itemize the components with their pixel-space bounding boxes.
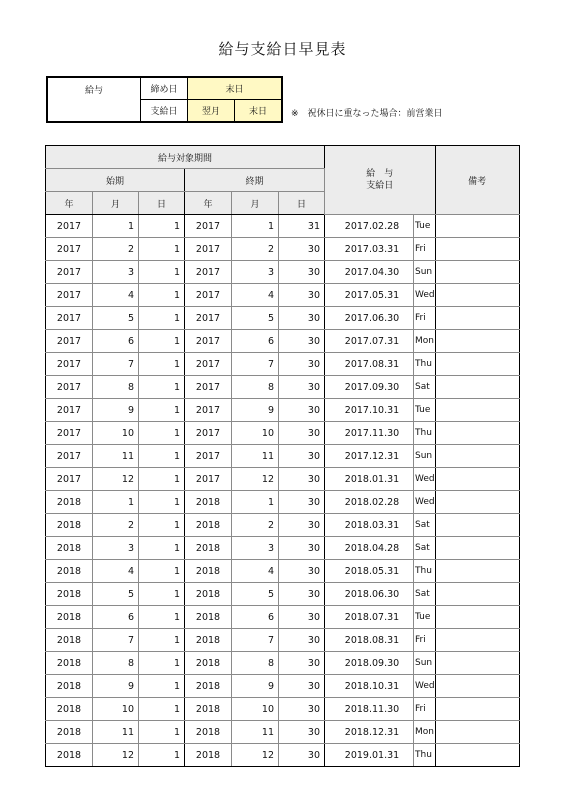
remarks-header: 備考: [435, 146, 519, 215]
payday-weekday-cell: Sun: [414, 261, 436, 284]
start-day-cell: 1: [139, 583, 185, 606]
remarks-cell[interactable]: [435, 330, 519, 353]
end-year-cell: 2017: [185, 422, 232, 445]
payday-date-cell: 2018.10.31: [325, 675, 414, 698]
end-month-cell: 4: [232, 284, 279, 307]
start-year-cell: 2017: [46, 215, 93, 238]
end-day-cell: 30: [279, 353, 325, 376]
end-year-cell: 2018: [185, 721, 232, 744]
end-day-cell: 30: [279, 445, 325, 468]
end-month-cell: 11: [232, 445, 279, 468]
end-day-cell: 30: [279, 399, 325, 422]
end-year-cell: 2018: [185, 491, 232, 514]
payday-weekday-cell: Fri: [414, 629, 436, 652]
end-month-cell: 5: [232, 307, 279, 330]
start-day-cell: 1: [139, 238, 185, 261]
payday-date-cell: 2017.07.31: [325, 330, 414, 353]
payday-weekday-cell: Fri: [414, 698, 436, 721]
start-day-cell: 1: [139, 330, 185, 353]
payday-date-cell: 2018.06.30: [325, 583, 414, 606]
start-year-cell: 2018: [46, 652, 93, 675]
settings-table: [46, 76, 283, 123]
end-day-cell: 30: [279, 261, 325, 284]
remarks-cell[interactable]: [435, 284, 519, 307]
end-month-cell: 12: [232, 468, 279, 491]
end-year-cell: 2018: [185, 537, 232, 560]
end-year-cell: 2017: [185, 445, 232, 468]
start-month-cell: 10: [93, 698, 139, 721]
remarks-cell[interactable]: [435, 698, 519, 721]
start-month-cell: 8: [93, 652, 139, 675]
remarks-cell[interactable]: [435, 307, 519, 330]
start-month-cell: 6: [93, 330, 139, 353]
table-row: [46, 675, 520, 698]
payday-date-cell: 2018.11.30: [325, 698, 414, 721]
payday-date-cell: 2018.12.31: [325, 721, 414, 744]
payday-date-cell: 2019.01.31: [325, 744, 414, 767]
payday-weekday-cell: Thu: [414, 744, 436, 767]
end-year-cell: 2018: [185, 583, 232, 606]
remarks-cell[interactable]: [435, 560, 519, 583]
remarks-cell[interactable]: [435, 261, 519, 284]
start-year-cell: 2018: [46, 491, 93, 514]
end-month-cell: 2: [232, 514, 279, 537]
payday-weekday-cell: Tue: [414, 215, 436, 238]
table-row: [46, 537, 520, 560]
end-day-cell: 31: [279, 215, 325, 238]
end-header: 終期: [185, 169, 325, 192]
payday-header: 給 与 支給日: [325, 146, 436, 215]
table-row: [46, 652, 520, 675]
end-day-cell: 30: [279, 376, 325, 399]
start-year-cell: 2017: [46, 330, 93, 353]
payday-day[interactable]: 末日: [235, 100, 283, 123]
remarks-cell[interactable]: [435, 537, 519, 560]
payday-date-cell: 2017.06.30: [325, 307, 414, 330]
start-day-cell: 1: [139, 606, 185, 629]
end-month-cell: 4: [232, 560, 279, 583]
start-day-cell: 1: [139, 468, 185, 491]
end-day-cell: 30: [279, 422, 325, 445]
remarks-cell[interactable]: [435, 238, 519, 261]
end-year-cell: 2018: [185, 560, 232, 583]
start-month-cell: 10: [93, 422, 139, 445]
end-year-cell: 2017: [185, 399, 232, 422]
table-row: [46, 583, 520, 606]
start-month-cell: 3: [93, 537, 139, 560]
remarks-cell[interactable]: [435, 514, 519, 537]
start-day-cell: 1: [139, 698, 185, 721]
end-month-cell: 10: [232, 698, 279, 721]
end-month-cell: 2: [232, 238, 279, 261]
end-year-cell: 2017: [185, 215, 232, 238]
payday-weekday-cell: Wed: [414, 491, 436, 514]
start-month-cell: 5: [93, 583, 139, 606]
table-row: [46, 698, 520, 721]
start-year-cell: 2017: [46, 261, 93, 284]
start-day-cell: 1: [139, 537, 185, 560]
end-year-cell: 2017: [185, 238, 232, 261]
payday-weekday-cell: Thu: [414, 353, 436, 376]
payday-weekday-cell: Mon: [414, 721, 436, 744]
table-row: [46, 376, 520, 399]
start-day-cell: 1: [139, 721, 185, 744]
end-day-cell: 30: [279, 583, 325, 606]
start-day-cell: 1: [139, 376, 185, 399]
end-month-cell: 12: [232, 744, 279, 767]
payday-weekday-cell: Tue: [414, 399, 436, 422]
start-year-cell: 2017: [46, 307, 93, 330]
remarks-cell[interactable]: [435, 422, 519, 445]
payday-date-cell: 2017.09.30: [325, 376, 414, 399]
table-row: [46, 606, 520, 629]
end-day-cell: 30: [279, 675, 325, 698]
end-day-cell: 30: [279, 238, 325, 261]
end-month-cell: 3: [232, 537, 279, 560]
payday-weekday-cell: Sun: [414, 652, 436, 675]
table-row: [46, 744, 520, 767]
payday-date-cell: 2018.08.31: [325, 629, 414, 652]
end-month-cell: 1: [232, 491, 279, 514]
end-day-cell: 30: [279, 284, 325, 307]
start-year-cell: 2018: [46, 537, 93, 560]
end-month-cell: 9: [232, 399, 279, 422]
table-row: [46, 445, 520, 468]
start-month-cell: 4: [93, 284, 139, 307]
start-month-cell: 12: [93, 744, 139, 767]
end-month-cell: 7: [232, 353, 279, 376]
end-year-cell: 2017: [185, 330, 232, 353]
payday-weekday-cell: Wed: [414, 468, 436, 491]
end-month-cell: 6: [232, 606, 279, 629]
start-year-cell: 2018: [46, 721, 93, 744]
page-title: 給与支給日早見表: [218, 40, 347, 58]
end-year-cell: 2018: [185, 606, 232, 629]
start-month-cell: 5: [93, 307, 139, 330]
start-year-cell: 2017: [46, 445, 93, 468]
payday-date-cell: 2017.03.31: [325, 238, 414, 261]
table-row: [46, 514, 520, 537]
start-year-cell: 2018: [46, 606, 93, 629]
start-day-cell: 1: [139, 744, 185, 767]
payday-weekday-cell: Fri: [414, 307, 436, 330]
end-month-cell: 11: [232, 721, 279, 744]
payday-date-cell: 2017.02.28: [325, 215, 414, 238]
end-month-cell: 8: [232, 376, 279, 399]
table-row: [46, 215, 520, 238]
end-year-cell: 2017: [185, 307, 232, 330]
end-year-cell: 2018: [185, 698, 232, 721]
payday-month[interactable]: 翌月: [188, 100, 235, 123]
start-month-cell: 11: [93, 445, 139, 468]
remarks-cell[interactable]: [435, 468, 519, 491]
payday-weekday-cell: Sat: [414, 376, 436, 399]
table-row: [46, 560, 520, 583]
start-month-cell: 9: [93, 675, 139, 698]
period-header: 給与対象期間: [46, 146, 325, 169]
start-day-cell: 1: [139, 261, 185, 284]
salary-label: 給与: [47, 77, 141, 122]
end-day-cell: 30: [279, 468, 325, 491]
payday-date-cell: 2018.07.31: [325, 606, 414, 629]
table-row: [46, 238, 520, 261]
payday-date-cell: 2018.02.28: [325, 491, 414, 514]
payday-weekday-cell: Thu: [414, 560, 436, 583]
payday-date-cell: 2018.05.31: [325, 560, 414, 583]
remarks-cell[interactable]: [435, 583, 519, 606]
start-year-cell: 2018: [46, 698, 93, 721]
start-month-cell: 11: [93, 721, 139, 744]
payday-date-cell: 2018.09.30: [325, 652, 414, 675]
start-day-cell: 1: [139, 652, 185, 675]
end-day-cell: 30: [279, 514, 325, 537]
remarks-cell[interactable]: [435, 629, 519, 652]
start-day-cell: 1: [139, 422, 185, 445]
end-year-cell: 2018: [185, 514, 232, 537]
end-month-cell: 10: [232, 422, 279, 445]
payday-weekday-cell: Sat: [414, 514, 436, 537]
remarks-cell[interactable]: [435, 376, 519, 399]
end-day-cell: 30: [279, 537, 325, 560]
start-month-cell: 6: [93, 606, 139, 629]
end-month-cell: 5: [232, 583, 279, 606]
start-day-cell: 1: [139, 560, 185, 583]
end-day-cell: 30: [279, 698, 325, 721]
end-year-cell: 2018: [185, 675, 232, 698]
end-year-cell: 2018: [185, 652, 232, 675]
end-year-cell: 2017: [185, 353, 232, 376]
start-month-cell: 3: [93, 261, 139, 284]
payday-date-cell: 2017.12.31: [325, 445, 414, 468]
start-year-cell: 2017: [46, 468, 93, 491]
table-row: [46, 629, 520, 652]
table-row: [46, 284, 520, 307]
start-month-cell: 7: [93, 629, 139, 652]
start-month-header: 月: [93, 192, 139, 215]
table-row: [46, 422, 520, 445]
remarks-cell[interactable]: [435, 399, 519, 422]
start-year-cell: 2018: [46, 675, 93, 698]
start-month-cell: 2: [93, 514, 139, 537]
table-row: [46, 307, 520, 330]
payday-weekday-cell: Sat: [414, 583, 436, 606]
start-day-cell: 1: [139, 353, 185, 376]
start-month-cell: 12: [93, 468, 139, 491]
end-day-cell: 30: [279, 307, 325, 330]
start-day-cell: 1: [139, 399, 185, 422]
end-day-cell: 30: [279, 491, 325, 514]
start-day-cell: 1: [139, 307, 185, 330]
remarks-cell[interactable]: [435, 215, 519, 238]
start-month-cell: 2: [93, 238, 139, 261]
payday-date-cell: 2018.01.31: [325, 468, 414, 491]
start-year-cell: 2017: [46, 238, 93, 261]
end-day-cell: 30: [279, 330, 325, 353]
end-day-cell: 30: [279, 744, 325, 767]
payday-date-cell: 2018.03.31: [325, 514, 414, 537]
start-year-cell: 2017: [46, 353, 93, 376]
end-month-cell: 8: [232, 652, 279, 675]
end-year-cell: 2018: [185, 744, 232, 767]
start-day-cell: 1: [139, 514, 185, 537]
table-row: [46, 468, 520, 491]
start-year-cell: 2017: [46, 399, 93, 422]
start-month-cell: 8: [93, 376, 139, 399]
end-day-header: 日: [279, 192, 325, 215]
start-day-cell: 1: [139, 491, 185, 514]
start-year-cell: 2017: [46, 376, 93, 399]
payday-label: 支給日: [141, 100, 188, 123]
remarks-cell[interactable]: [435, 652, 519, 675]
table-row: [46, 491, 520, 514]
start-day-cell: 1: [139, 284, 185, 307]
start-year-cell: 2017: [46, 284, 93, 307]
table-row: [46, 399, 520, 422]
remarks-cell[interactable]: [435, 744, 519, 767]
payday-weekday-cell: Sun: [414, 445, 436, 468]
start-day-header: 日: [139, 192, 185, 215]
end-month-cell: 1: [232, 215, 279, 238]
start-month-cell: 1: [93, 491, 139, 514]
end-day-cell: 30: [279, 560, 325, 583]
end-month-cell: 7: [232, 629, 279, 652]
remarks-cell[interactable]: [435, 445, 519, 468]
end-day-cell: 30: [279, 721, 325, 744]
end-day-cell: 30: [279, 652, 325, 675]
end-month-header: 月: [232, 192, 279, 215]
end-year-cell: 2017: [185, 468, 232, 491]
end-year-cell: 2018: [185, 629, 232, 652]
start-month-cell: 1: [93, 215, 139, 238]
payday-date-cell: 2018.04.28: [325, 537, 414, 560]
remarks-cell[interactable]: [435, 491, 519, 514]
closing-value[interactable]: 末日: [188, 77, 283, 100]
payday-date-cell: 2017.05.31: [325, 284, 414, 307]
remarks-cell[interactable]: [435, 606, 519, 629]
payday-table: [45, 145, 520, 767]
payday-weekday-cell: Wed: [414, 675, 436, 698]
payday-weekday-cell: Fri: [414, 238, 436, 261]
start-year-cell: 2017: [46, 422, 93, 445]
start-day-cell: 1: [139, 629, 185, 652]
end-year-cell: 2017: [185, 284, 232, 307]
start-month-cell: 7: [93, 353, 139, 376]
end-month-cell: 9: [232, 675, 279, 698]
end-month-cell: 6: [232, 330, 279, 353]
end-year-cell: 2017: [185, 376, 232, 399]
start-month-cell: 9: [93, 399, 139, 422]
start-header: 始期: [46, 169, 185, 192]
payday-weekday-cell: Mon: [414, 330, 436, 353]
table-row: [46, 353, 520, 376]
table-row: [46, 261, 520, 284]
start-year-cell: 2018: [46, 514, 93, 537]
start-day-cell: 1: [139, 215, 185, 238]
remarks-cell[interactable]: [435, 675, 519, 698]
holiday-note: ※ 祝休日に重なった場合：前営業日: [291, 109, 443, 119]
end-year-header: 年: [185, 192, 232, 215]
start-year-header: 年: [46, 192, 93, 215]
payday-weekday-cell: Tue: [414, 606, 436, 629]
start-day-cell: 1: [139, 445, 185, 468]
payday-weekday-cell: Wed: [414, 284, 436, 307]
start-year-cell: 2018: [46, 583, 93, 606]
start-year-cell: 2018: [46, 744, 93, 767]
table-row: [46, 330, 520, 353]
payday-date-cell: 2017.10.31: [325, 399, 414, 422]
payday-weekday-cell: Thu: [414, 422, 436, 445]
payday-date-cell: 2017.11.30: [325, 422, 414, 445]
payday-date-cell: 2017.08.31: [325, 353, 414, 376]
end-month-cell: 3: [232, 261, 279, 284]
end-day-cell: 30: [279, 606, 325, 629]
start-day-cell: 1: [139, 675, 185, 698]
payday-date-cell: 2017.04.30: [325, 261, 414, 284]
start-year-cell: 2018: [46, 629, 93, 652]
start-year-cell: 2018: [46, 560, 93, 583]
start-month-cell: 4: [93, 560, 139, 583]
payday-weekday-cell: Sat: [414, 537, 436, 560]
end-year-cell: 2017: [185, 261, 232, 284]
table-row: [46, 721, 520, 744]
end-day-cell: 30: [279, 629, 325, 652]
remarks-cell[interactable]: [435, 721, 519, 744]
closing-label: 締め日: [141, 77, 188, 100]
remarks-cell[interactable]: [435, 353, 519, 376]
